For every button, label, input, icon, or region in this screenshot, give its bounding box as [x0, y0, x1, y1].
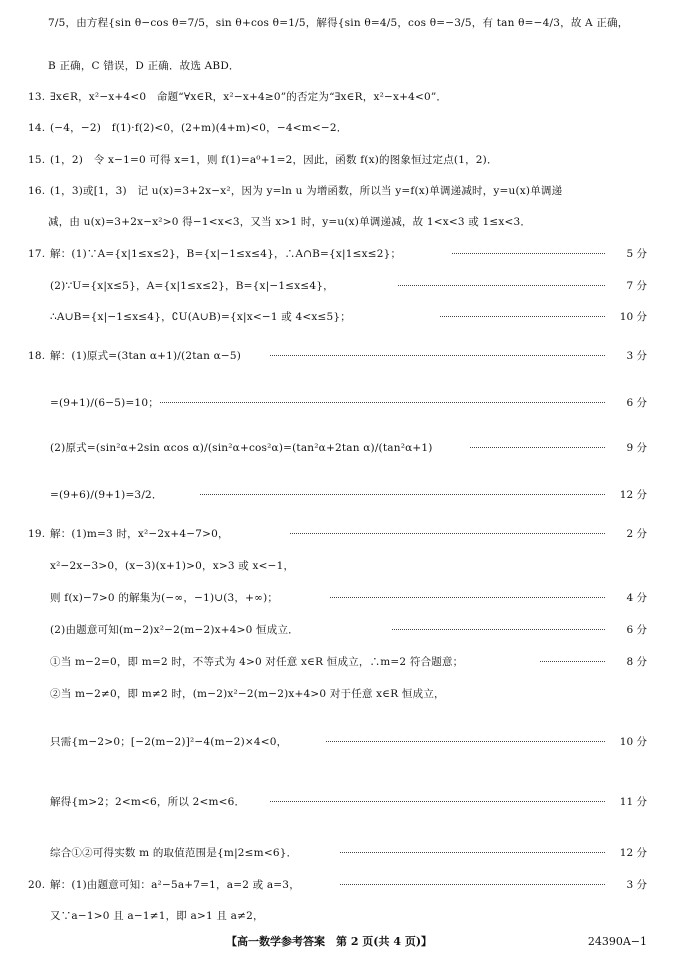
- document-code: 24390A−1: [587, 935, 647, 948]
- dot-leader: [398, 285, 605, 286]
- dot-leader: [200, 494, 605, 495]
- question-number: 16.: [28, 185, 46, 197]
- question-number: 17.: [28, 248, 46, 260]
- question-number: 14.: [28, 122, 46, 134]
- line-text: 解得{m>2；2<m<6，所以 2<m<6．: [50, 796, 246, 808]
- line-text: (2)由题意可知(m−2)x²−2(m−2)x+4>0 恒成立．: [50, 624, 299, 636]
- dot-leader: [452, 253, 605, 254]
- answer-line: [0, 651, 677, 673]
- line-text: 只需{m−2>0；[−2(m−2)]²−4(m−2)×4<0，: [50, 736, 288, 748]
- dot-leader: [392, 629, 605, 630]
- answer-line: [0, 306, 677, 328]
- line-text: B 正确，C 错误，D 正确．故选 ABD．: [48, 60, 240, 72]
- line-text: (2)原式=(sin²α+2sin αcos α)/(sin²α+cos²α)=(tan²α+2tan α)/(tan²α+1): [50, 442, 433, 454]
- score: 12 分: [619, 847, 647, 859]
- answer-line: [0, 180, 677, 202]
- line-text: (1，2) 令 x−1=0 可得 x=1，则 f(1)=a⁰+1=2，因此，函数 f(x)的图象恒过定点(1，2)．: [50, 154, 498, 166]
- question-number: 20.: [28, 879, 46, 891]
- score: 12 分: [619, 489, 647, 501]
- score: 3 分: [626, 879, 647, 891]
- answer-line: [0, 275, 677, 297]
- answer-line: [0, 437, 677, 459]
- question-number: 15.: [28, 154, 46, 166]
- dot-leader: [470, 447, 605, 448]
- line-text: (2)∵U={x|x≤5}，A={x|1≤x≤2}，B={x|−1≤x≤4}，: [50, 280, 334, 292]
- line-text: (−4，−2) f(1)·f(2)<0，(2+m)(4+m)<0，−4<m<−2．: [50, 122, 348, 134]
- line-text: ①当 m−2=0，即 m=2 时，不等式为 4>0 对任意 x∈R 恒成立，∴m=2 符合题意；: [50, 656, 464, 668]
- dot-leader: [160, 402, 605, 403]
- answer-line: [0, 484, 677, 506]
- dot-leader: [270, 801, 605, 802]
- line-text: 则 f(x)−7>0 的解集为(−∞，−1)∪(3，+∞)；: [50, 592, 279, 604]
- score: 10 分: [619, 311, 647, 323]
- line-text: ∴A∪B={x|−1≤x≤4}，∁U(A∪B)={x|x<−1 或 4<x≤5}；: [50, 311, 351, 323]
- dot-leader: [340, 884, 605, 885]
- dot-leader: [340, 852, 605, 853]
- line-text: =(9+6)/(9+1)=3/2．: [50, 489, 163, 501]
- line-text: ②当 m−2≠0，即 m≠2 时，(m−2)x²−2(m−2)x+4>0 对于任意 x∈R 恒成立，: [50, 688, 445, 700]
- score: 5 分: [626, 248, 647, 260]
- dot-leader: [290, 533, 605, 534]
- line-text: =(9+1)/(6−5)=10；: [50, 397, 159, 409]
- question-number: 19.: [28, 528, 46, 540]
- score: 10 分: [619, 736, 647, 748]
- answer-line: [0, 791, 677, 813]
- line-text: x²−2x−3>0，(x−3)(x+1)>0，x>3 或 x<−1，: [50, 560, 295, 572]
- dot-leader: [540, 661, 605, 662]
- page-footer: 【高一数学参考答案 第 2 页(共 4 页)】: [226, 935, 433, 948]
- question-number: 18.: [28, 350, 46, 362]
- score: 3 分: [626, 350, 647, 362]
- line-text: 解：(1)m=3 时，x²−2x+4−7>0，: [50, 528, 229, 540]
- answer-line: [0, 117, 677, 139]
- answer-line: [0, 243, 677, 265]
- answer-line: [0, 523, 677, 545]
- line-text: ∃x∈R，x²−x+4<0 命题“∀x∈R，x²−x+4≥0”的否定为“∃x∈R，x²−x+4<0”．: [50, 91, 448, 103]
- answer-line: [0, 555, 677, 577]
- dot-leader: [270, 355, 605, 356]
- score: 8 分: [626, 656, 647, 668]
- answer-line: [0, 345, 677, 367]
- answer-line: [0, 587, 677, 609]
- answer-line: [0, 731, 677, 753]
- line-text: 减，由 u(x)=3+2x−x²>0 得−1<x<3，又当 x>1 时，y=u(x)单调递减，故 1<x<3 或 1≤x<3．: [48, 216, 532, 228]
- score: 6 分: [626, 624, 647, 636]
- score: 11 分: [619, 796, 647, 808]
- answer-line: [0, 86, 677, 108]
- score: 7 分: [626, 280, 647, 292]
- score: 2 分: [626, 528, 647, 540]
- dot-leader: [326, 741, 605, 742]
- question-number: 13.: [28, 91, 46, 103]
- answer-line: [0, 905, 677, 927]
- answer-line: [0, 619, 677, 641]
- answer-line: [0, 12, 677, 34]
- line-text: (1，3)或[1，3) 记 u(x)=3+2x−x²，因为 y=ln u 为增函数，所以当 y=f(x)单调递减时，y=u(x)单调递: [50, 185, 563, 197]
- answer-line: [0, 683, 677, 705]
- line-text: 7/5，由方程{sin θ−cos θ=7/5，sin θ+cos θ=1/5，解得{sin θ=4/5，cos θ=−3/5，有 tan θ=−4/3，故 A 正确，: [48, 17, 629, 29]
- score: 6 分: [626, 397, 647, 409]
- line-text: 综合①②可得实数 m 的取值范围是{m|2≤m<6}．: [50, 847, 298, 859]
- line-text: 解：(1)原式=(3tan α+1)/(2tan α−5): [50, 350, 242, 362]
- score: 4 分: [626, 592, 647, 604]
- answer-line: [0, 55, 677, 77]
- dot-leader: [330, 597, 605, 598]
- answer-line: [0, 149, 677, 171]
- line-text: 解：(1)∵A={x|1≤x≤2}，B={x|−1≤x≤4}，∴A∩B={x|1≤x≤2}；: [50, 248, 402, 260]
- line-text: 解：(1)由题意可知：a²−5a+7=1，a=2 或 a=3，: [50, 879, 300, 891]
- score: 9 分: [626, 442, 647, 454]
- answer-line: [0, 392, 677, 414]
- answer-line: [0, 874, 677, 896]
- dot-leader: [440, 316, 605, 317]
- answer-line: [0, 211, 677, 233]
- answer-line: [0, 842, 677, 864]
- line-text: 又∵a−1>0 且 a−1≠1，即 a>1 且 a≠2，: [50, 910, 264, 922]
